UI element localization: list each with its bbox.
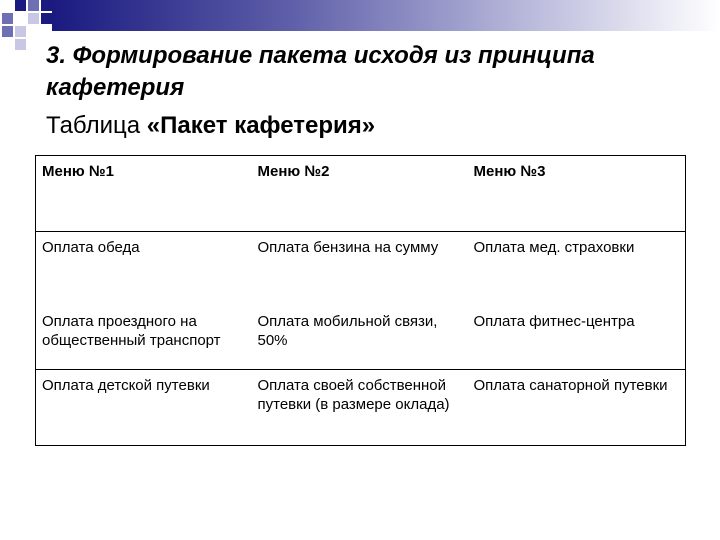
- decor-square: [2, 13, 13, 24]
- table-cell: Оплата обеда: [36, 232, 252, 307]
- table-cell: Оплата фитнес-центра: [473, 313, 635, 330]
- table-row: [36, 232, 686, 307]
- table-header-cell: Меню №1: [42, 163, 114, 180]
- table-cell: Оплата детской путевки: [36, 370, 252, 446]
- table-cell: Оплата бензина на сумму: [252, 232, 468, 307]
- subtitle-table-name: «Пакет кафетерия»: [146, 112, 376, 139]
- decor-square: [28, 13, 39, 24]
- table-header-row: [36, 156, 686, 232]
- table-row: [36, 370, 686, 446]
- table-cell: Оплата санаторной путевки: [468, 370, 686, 446]
- decor-square: [15, 0, 26, 11]
- decor-square: [41, 0, 52, 11]
- table-cell: Оплата своей собственной путевки (в размере оклада): [252, 370, 468, 446]
- cafeteria-package-table: [35, 155, 686, 446]
- decor-square: [28, 0, 39, 11]
- decor-square: [15, 39, 26, 50]
- slide-title: 3. Формирование пакета исходя из принципа кафетерия: [46, 42, 595, 101]
- table-header-cell: Меню №2: [257, 163, 330, 180]
- table-cell: Оплата мобильной связи, 50%: [257, 313, 438, 349]
- slide-subtitle: [46, 110, 375, 142]
- decor-square: [15, 26, 26, 37]
- decor-square: [41, 13, 52, 24]
- subtitle-prefix: Таблица: [46, 112, 147, 139]
- decor-square: [2, 26, 13, 37]
- table-cell: Оплата мед. страховки: [468, 232, 686, 307]
- table-row: [36, 306, 686, 370]
- table-header-cell: Меню №3: [473, 163, 546, 180]
- decor-gradient-bar: [52, 0, 720, 31]
- table-cell: Оплата проездного на общественный транспорт: [42, 313, 221, 349]
